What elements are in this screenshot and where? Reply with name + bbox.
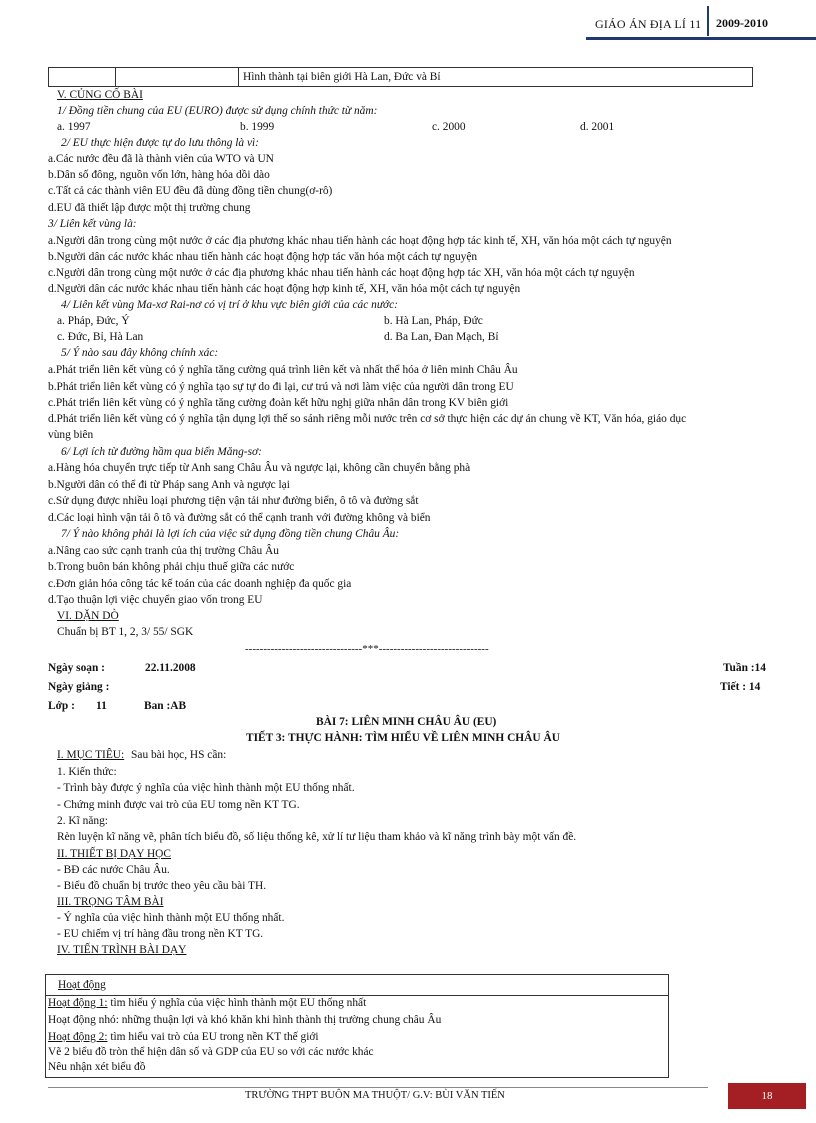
question-5: 5/ Ý nào sau đây không chính xác: [61,347,219,359]
table-cell [115,68,239,86]
knowledge-heading: 1. Kiến thức: [57,766,117,778]
q1-option-c: c. 2000 [432,121,466,133]
q5-option-d: d.Phát triển liên kết vùng có ý nghĩa tận dụng lợi thế so sánh riêng mỗi nước trên cơ sở thực hiện các dự án chung về KT, Văn hóa, giáo dục [48,413,687,425]
q7-option-d: d.Tạo thuận lợi việc chuyển giao vốn trong EU [48,594,263,606]
q4-option-d: d. Ba Lan, Đan Mạch, Bỉ [384,331,499,343]
activity-2-sub-2: Nêu nhận xét biểu đồ [48,1061,146,1073]
class-value: 11 [96,700,107,712]
q5-option-c: c.Phát triển liên kết vùng có ý nghĩa tăng cường đoàn kết hữu nghị giữa nhân dân trong KV biên giới [48,397,509,409]
prep-date: 22.11.2008 [145,662,196,674]
section-heading-review: V. CỦNG CỐ BÀI [57,89,143,101]
table-cell [49,68,116,86]
q3-option-b: b.Người dân các nước khác nhau tiến hành các hoạt động hợp tác văn hóa một cách tự nguyện [48,251,478,263]
header-rule [586,37,816,40]
activities-table [45,974,669,1078]
period: Tiết : 14 [720,681,761,693]
q2-option-a: a.Các nước đều đã là thành viên của WTO và UN [48,153,274,165]
section-heading-equipment: II. THIẾT BỊ DẠY HỌC [57,848,172,860]
document-header-title: GIÁO ÁN ĐỊA LÍ 11 [595,17,702,31]
question-1: 1/ Đồng tiền chung của EU (EURO) được sử dụng chính thức từ năm: [57,105,378,117]
separator: --------------------------------***------------------------------ [245,643,489,655]
table-cell-text: Hình thành tại biên giới Hà Lan, Đức và Bỉ [243,71,441,83]
q4-option-b: b. Hà Lan, Pháp, Đức [384,315,483,327]
activity-2-sub-1: Vẽ 2 biểu đồ tròn thể hiện dân số và GDP của EU so với các nước khác [48,1046,374,1058]
q5-option-d-cont: vùng biên [48,429,94,441]
q2-option-b: b.Dân số đông, nguồn vốn lớn, hàng hóa dồi dào [48,169,270,181]
focus-item-2: - EU chiếm vị trí hàng đầu trong nền KT TG. [57,928,264,940]
section-heading-homework: VI. DẶN DÒ [57,610,119,622]
footer-text: TRƯỜNG THPT BUÔN MA THUỘT/ G.V: BÙI VĂN TIẾN [245,1090,505,1101]
activity-1-row [48,997,366,1009]
q7-option-b: b.Trong buôn bán không phải chịu thuế giữa các nước [48,561,295,573]
question-6: 6/ Lợi ích từ đường hầm qua biển Măng-sơ: [61,446,262,458]
activity-1-sub: Hoạt động nhó: những thuận lợi và khó khăn khi hình thành thị trường chung châu Âu [48,1014,442,1026]
skills-heading: 2. Kĩ năng: [57,815,108,827]
q4-option-a: a. Pháp, Đức, Ý [57,315,130,327]
activity-1-label: Hoạt động 1: [48,997,108,1009]
q7-option-c: c.Đơn giản hóa công tác kế toán của các doanh nghiệp đa quốc gia [48,578,352,590]
q6-option-a: a.Hàng hóa chuyển trực tiếp từ Anh sang Châu Âu và ngược lại, không cần chuyển bằng phà [48,462,471,474]
activities-table-header [46,975,668,996]
lesson-subtitle: TIẾT 3: THỰC HÀNH: TÌM HIỂU VỀ LIÊN MINH CHÂU ÂU [246,732,560,744]
week: Tuần :14 [723,662,766,674]
focus-item-1: - Ý nghĩa của việc hình thành một EU thống nhất. [57,912,285,924]
objectives-row [57,749,226,761]
document-header-year: 2009-2010 [716,16,768,30]
homework-text: Chuẩn bị BT 1, 2, 3/ 55/ SGK [57,626,194,638]
class-group: Ban :AB [144,700,187,712]
objectives-intro: Sau bài học, HS cần: [131,749,227,761]
section-heading-objectives: I. MỤC TIÊU: [57,749,125,761]
equipment-item-2: - Biểu đồ chuẩn bị trước theo yêu cầu bài TH. [57,880,267,892]
q6-option-b: b.Người dân có thể đi từ Pháp sang Anh và ngược lại [48,479,290,491]
activities-header-label: Hoạt động [58,979,106,991]
q2-option-d: d.EU đã thiết lập được một thị trường chung [48,202,251,214]
q2-option-c: c.Tất cả các thành viên EU đều đã dùng đồng tiền chung(ơ-rô) [48,185,333,197]
knowledge-item-1: - Trình bày được ý nghĩa của việc hình thành một EU thống nhất. [57,782,355,794]
knowledge-item-2: - Chứng minh được vai trò của EU tomg nền KT TG. [57,799,300,811]
question-2: 2/ EU thực hiện được tự do lưu thông là vì: [61,137,259,149]
section-heading-focus: III. TRỌNG TÂM BÀI [57,896,164,908]
q5-option-b: b.Phát triển liên kết vùng có ý nghĩa tạo sự tự do đi lại, cư trú và nơi làm việc của người dân trong EU [48,381,514,393]
skills-text: Rèn luyện kĩ năng vẽ, phân tích biểu đồ, số liệu thống kê, xử lí tư liệu tham khảo và kĩ năng trình bày một vấn đề. [57,831,577,843]
equipment-item-1: - BĐ các nước Châu Âu. [57,864,170,876]
activity-1-text: tìm hiểu ý nghĩa của việc hình thành một EU thống nhất [107,997,367,1009]
question-3: 3/ Liên kết vùng là: [48,218,137,230]
q7-option-a: a.Nâng cao sức cạnh tranh của thị trường Châu Âu [48,545,279,557]
section-heading-procedure: IV. TIẾN TRÌNH BÀI DẠY [57,944,187,956]
lesson-title: BÀI 7: LIÊN MINH CHÂU ÂU (EU) [316,716,497,728]
prep-date-label: Ngày soạn : [48,662,105,674]
q3-option-d: d.Người dân các nước khác nhau tiến hành các hoạt động hợp kinh tế, XH, văn hóa một cách tự nguyện [48,283,521,295]
q6-option-d: d.Các loại hình vận tải ô tô và đường sắt có thể cạnh tranh với đường không và biển [48,512,431,524]
q3-option-a: a.Người dân trong cùng một nước ở các địa phương khác nhau tiến hành các hoạt động hợp tác kinh tế, XH, văn hóa một cách tự nguyện [48,235,672,247]
activity-2-text: tìm hiểu vai trò của EU trong nền KT thế giới [107,1031,319,1043]
activity-2-row [48,1031,319,1043]
page-number: 18 [728,1083,806,1109]
q1-option-b: b. 1999 [240,121,275,133]
q3-option-c: c.Người dân trong cùng một nước ở các địa phương khác nhau tiến hành các hoạt động hợp tác XH, văn hóa một cách tự nguyện [48,267,635,279]
q6-option-c: c.Sử dụng được nhiều loại phương tiện vận tải như đường biển, ô tô và đường sắt [48,495,419,507]
q1-option-a: a. 1997 [57,121,91,133]
question-7: 7/ Ý nào không phải là lợi ích của việc sử dụng đồng tiền chung Châu Âu: [61,528,400,540]
q1-option-d: d. 2001 [580,121,615,133]
activity-2-label: Hoạt động 2: [48,1031,108,1043]
q4-option-c: c. Đức, Bỉ, Hà Lan [57,331,144,343]
class-label: Lớp : [48,700,75,712]
q5-option-a: a.Phát triển liên kết vùng có ý nghĩa tăng cường quá trình liên kết và nhất thể hóa ở liên minh Châu Âu [48,364,518,376]
teach-date-label: Ngày giảng : [48,681,110,693]
question-4: 4/ Liên kết vùng Ma-xơ Rai-nơ có vị trí ở khu vực biên giới của các nước: [61,299,398,311]
previous-table-row [48,67,753,87]
footer-rule [48,1087,708,1088]
header-divider [707,6,709,36]
